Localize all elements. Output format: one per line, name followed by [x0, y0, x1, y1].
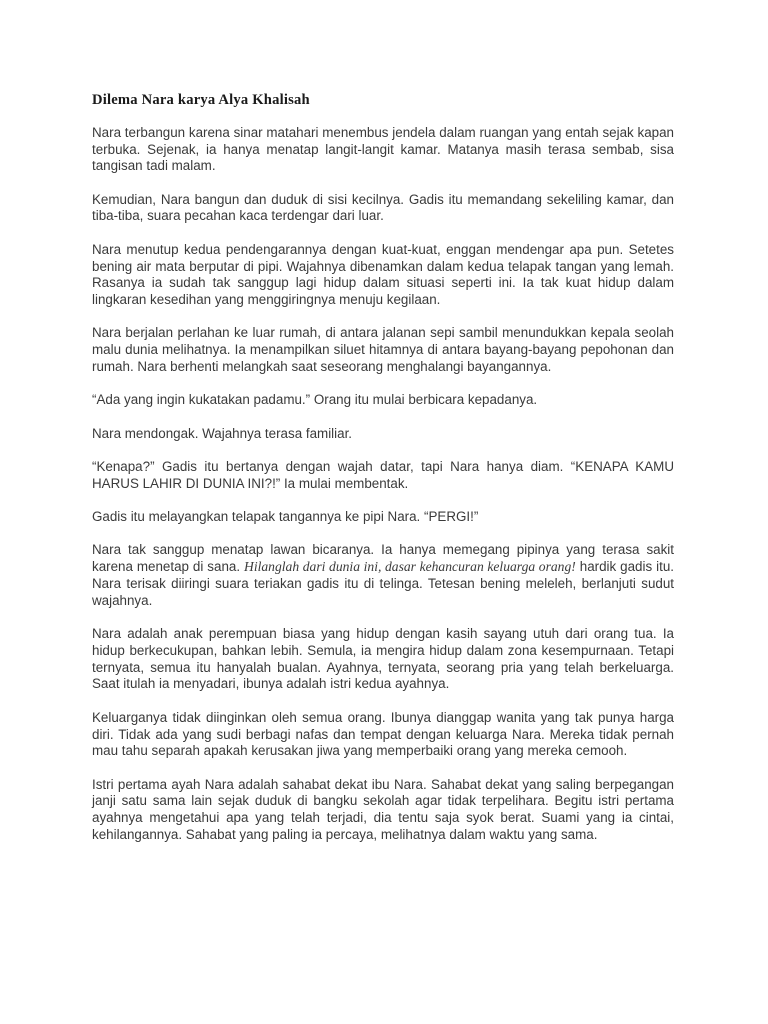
paragraph-text: hardik gadis itu. Nara terisak diiringi suara teriakan gadis itu di telinga. Tetesan bening meleleh, berlanjuti sudut wajahnya.: [92, 559, 674, 608]
italic-quote: Hilanglah dari dunia ini, dasar kehancuran keluarga orang!: [244, 559, 576, 575]
paragraph: Keluarganya tidak diinginkan oleh semua orang. Ibunya dianggap wanita yang tak punya harga diri. Tidak ada yang sudi berbagi nafas dan tempat dengan keluarga Nara. Mereka tidak pernah mau tahu separah apakah kerusakan jiwa yang memperbaiki orang yang mereka cemooh.: [92, 709, 674, 759]
paragraph: “Ada yang ingin kukatakan padamu.” Orang itu mulai berbicara kepadanya.: [92, 392, 538, 408]
paragraph: Nara adalah anak perempuan biasa yang hidup dengan kasih sayang utuh dari orang tua. Ia hidup berkecukupan, bahkan lebih. Semula, ia mengira hidup dalam zona kesempurnaan. Tetapi ternyata, semua itu hanyalah bualan. Ayahnya, ternyata, seorang pria yang telah berkeluarga. Saat itulah ia menyadari, ibunya adalah istri kedua ayahnya.: [92, 626, 674, 692]
paragraph: Nara terbangun karena sinar matahari menembus jendela dalam ruangan yang entah sejak kapan terbuka. Sejenak, ia hanya menatap langit-langit kamar. Matanya masih terasa sembab, sisa tangisan tadi malam.: [92, 124, 674, 174]
paragraph: Gadis itu melayangkan telapak tangannya ke pipi Nara. “PERGI!”: [92, 509, 479, 525]
paragraph: “Kenapa?” Gadis itu bertanya dengan wajah datar, tapi Nara hanya diam. “KENAPA KAMU HARUS LAHIR DI DUNIA INI?!” Ia mulai membentak.: [92, 458, 674, 491]
paragraph-text: Nara tak sanggup menatap lawan bicaranya. Ia hanya memegang pipinya yang terasa sakit karena menetap di sana.: [92, 542, 674, 575]
paragraph: Nara mendongak. Wajahnya terasa familiar.: [92, 425, 353, 441]
paragraph: Nara menutup kedua pendengarannya dengan kuat-kuat, enggan mendengar apa pun. Setetes bening air mata berputar di pipi. Wajahnya dibenamkan dalam kedua telapak tangan yang lemah. Rasanya ia sudah tak sanggup lagi hidup dalam situasi seperti ini. Ia tak kuat hidup dalam lingkaran kesedihan yang menggiringnya menuju kegilaan.: [92, 241, 674, 308]
paragraph: Kemudian, Nara bangun dan duduk di sisi kecilnya. Gadis itu memandang sekeliling kamar, dan tiba-tiba, suara pecahan kaca terdengar dari luar.: [92, 191, 674, 224]
document-page: [92, 92, 674, 860]
paragraph: Istri pertama ayah Nara adalah sahabat dekat ibu Nara. Sahabat dekat yang saling berpegangan janji satu sama lain sejak duduk di bangku sekolah agar tidak terpelihara. Begitu istri pertama ayahnya mengetahui apa yang telah terjadi, dia tentu saja syok berat. Suami yang ia cintai, kehilangannya. Sahabat yang paling ia percaya, melihatnya dalam waktu yang sama.: [92, 776, 674, 842]
document-title: Dilema Nara karya Alya Khalisah: [92, 92, 310, 108]
paragraph-with-italic: [92, 542, 674, 609]
paragraph: Nara berjalan perlahan ke luar rumah, di antara jalanan sepi sambil menundukkan kepala seolah malu dunia melihatnya. Ia menampilkan siluet hitamnya di antara bayang-bayang pepohonan dan rumah. Nara berhenti melangkah saat seseorang menghalangi bayangannya.: [92, 325, 674, 375]
